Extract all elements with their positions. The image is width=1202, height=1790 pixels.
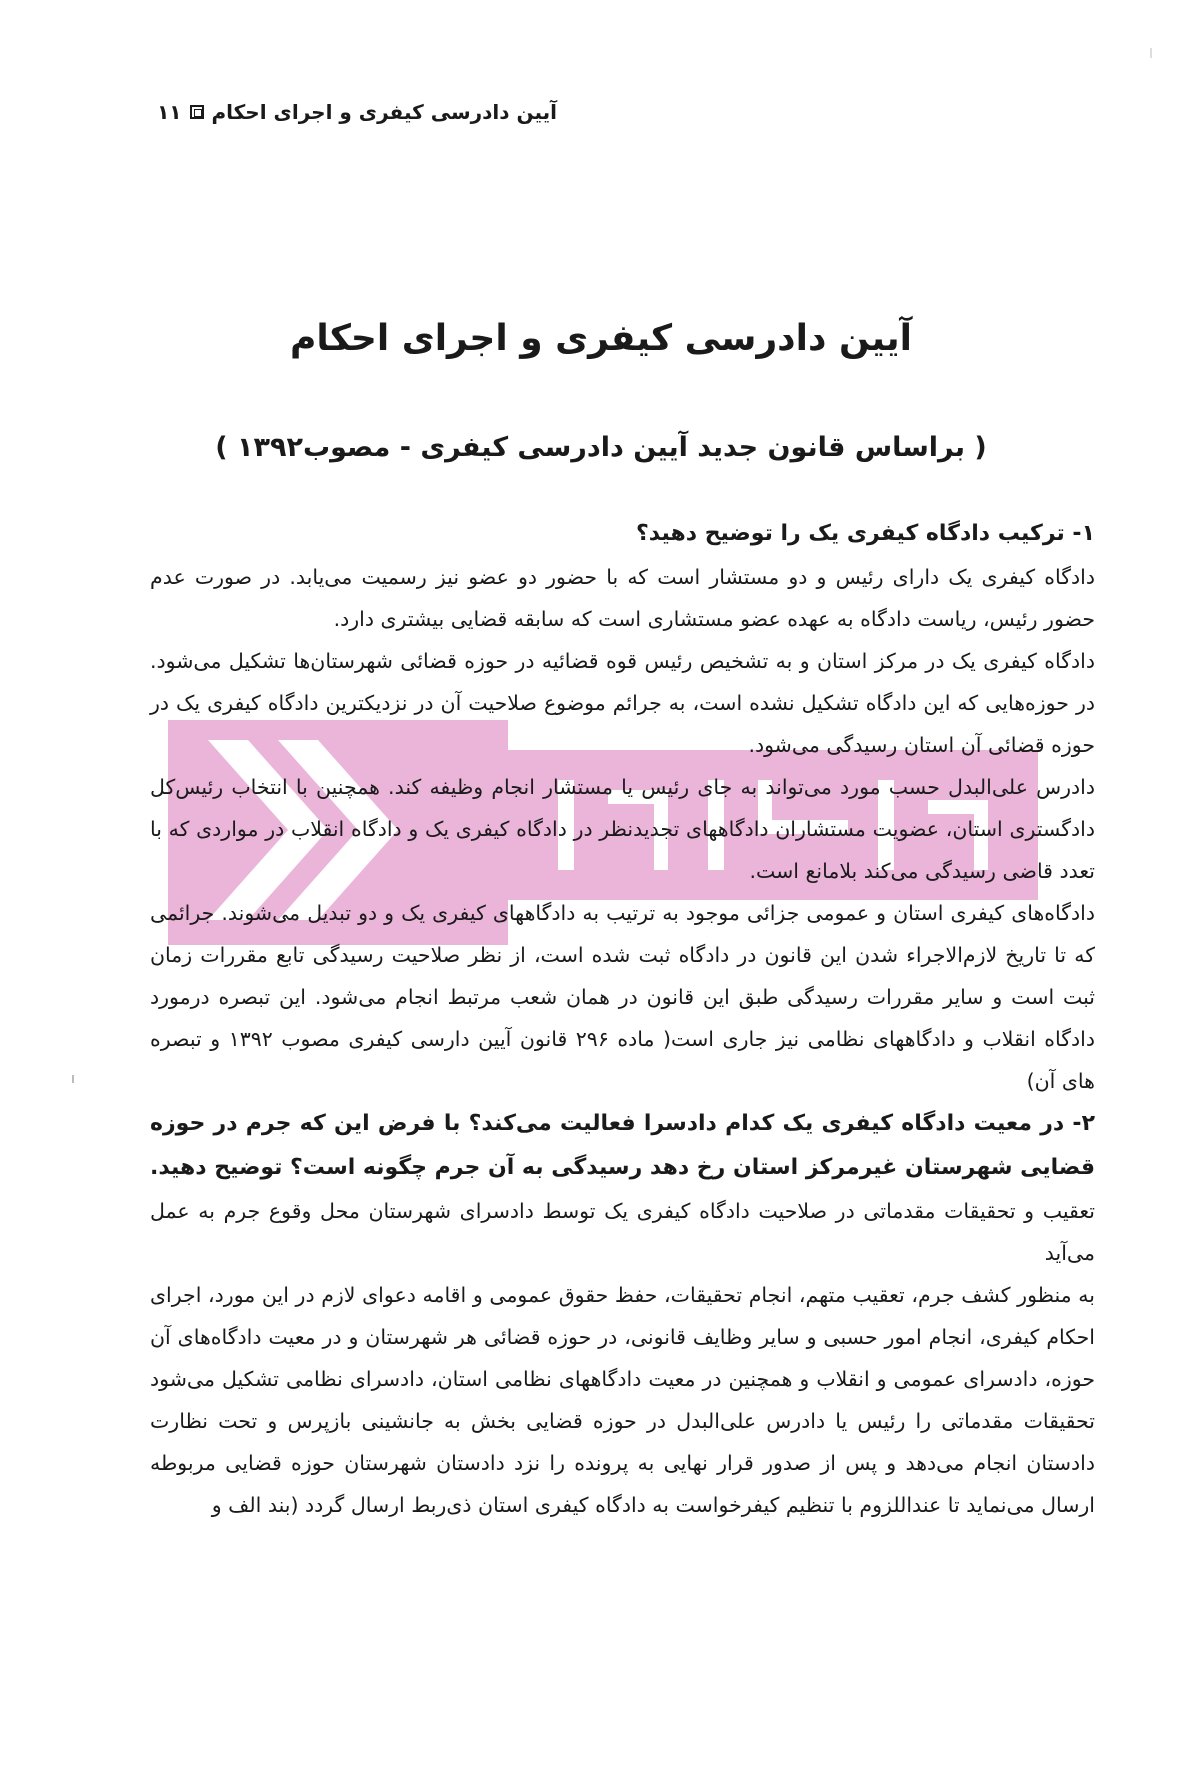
header-square-icon bbox=[190, 105, 204, 119]
chapter-subtitle: ( براساس قانون جدید آیین دادرسی کیفری - مصوب۱۳۹۲ ) bbox=[215, 432, 987, 463]
q1-paragraph: دادگاه‌های کیفری استان و عمومی جزائی موجود به ترتیب به دادگاههای کیفری یک و دو تبدیل می‌شوند. جرائمی که تا تاریخ لازم‌الاجراء شدن این قانون در دادگاه ثبت شده است، از نظر صلاحیت رسیدگی تابع مقررات زمان ثبت است و سایر مقررات رسیدگی طبق این قانون در همان شعب مرتبط انجام می‌شود. این تبصره درمورد دادگاه انقلاب و دادگاههای نظامی نیز جاری است( ماده ۲۹۶ قانون آیین دارسی کیفری مصوب ۱۳۹۲ و تبصره های آن) bbox=[150, 901, 1095, 1093]
running-header bbox=[157, 100, 557, 124]
running-title: آیین دادرسی کیفری و اجرای احکام bbox=[211, 100, 557, 124]
margin-tick bbox=[72, 1075, 74, 1083]
page-number: ۱۱ bbox=[157, 100, 182, 124]
q2-paragraph: به منظور کشف جرم، تعقیب متهم، انجام تحقیقات، حفظ حقوق عمومی و اقامه دعوای لازم در این مورد، اجرای احکام کیفری، انجام امور حسبی و سایر وظایف قانونی، در حوزه قضائی هر شهرستان و در معیت دادگاه‌های آن حوزه، دادسرای عمومی و انقلاب و همچنین در معیت دادگاههای نظامی استان، دادسرای نظامی تشکیل می‌شود تحقیقات مقدماتی را رئیس یا دادرس علی‌البدل در حوزه قضایی بخش به جانشینی بازپرس و تحت نظارت دادستان انجام می‌دهد و پس از صدور قرار نهایی به پرونده را نزد دادستان شهرستان حوزه قضایی مربوطه ارسال می‌نماید تا عنداللزوم با تنظیم کیفرخواست به دادگاه کیفری استان ذی‌ربط ارسال گردد (بند الف و bbox=[150, 1283, 1095, 1517]
q2-paragraph: تعقیب و تحقیقات مقدماتی در صلاحیت دادگاه کیفری یک توسط دادسرای شهرستان محل وقوع جرم به عمل می‌آید bbox=[150, 1199, 1095, 1265]
q1-paragraph: دادرس علی‌البدل حسب مورد می‌تواند به جای رئیس یا مستشار انجام وظیفه کند. همچنین با انتخاب رئیس‌کل دادگستری استان، عضویت مستشاران دادگاههای تجدیدنظر در دادگاه کیفری یک و دادگاه انقلاب در مواردی که با تعدد قاضی رسیدگی می‌کند بلامانع است. bbox=[150, 775, 1095, 883]
q1-paragraph: دادگاه کیفری یک در مرکز استان و به تشخیص رئیس قوه قضائیه در حوزه قضائی شهرستان‌ها تشکیل می‌شود. در حوزه‌هایی که این دادگاه تشکیل نشده است، به جرائم موضوع صلاحیت آن در نزدیکترین دادگاه کیفری یک در حوزه قضائی آن استان رسیدگی می‌شود. bbox=[150, 649, 1095, 757]
q1-paragraph: دادگاه کیفری یک دارای رئیس و دو مستشار است که با حضور دو عضو نیز رسمیت می‌یابد. در صورت عدم حضور رئیس، ریاست دادگاه به عهده عضو مستشاری است که سابقه قضایی بیشتری دارد. bbox=[150, 565, 1095, 631]
chapter-title: آیین دادرسی کیفری و اجرای احکام bbox=[290, 318, 912, 359]
page-content bbox=[150, 512, 1095, 1526]
question-2-heading: ۲- در معیت دادگاه کیفری یک کدام دادسرا فعالیت می‌کند؟ با فرض این که جرم در حوزه قضایی شهرستان غیرمرکز استان رخ دهد رسیدگی به آن جرم چگونه است؟ توضیح دهید. bbox=[149, 1111, 1095, 1180]
page-corner-mark bbox=[1150, 48, 1152, 58]
question-1-heading: ۱- ترکیب دادگاه کیفری یک را توضیح دهید؟ bbox=[636, 521, 1095, 546]
